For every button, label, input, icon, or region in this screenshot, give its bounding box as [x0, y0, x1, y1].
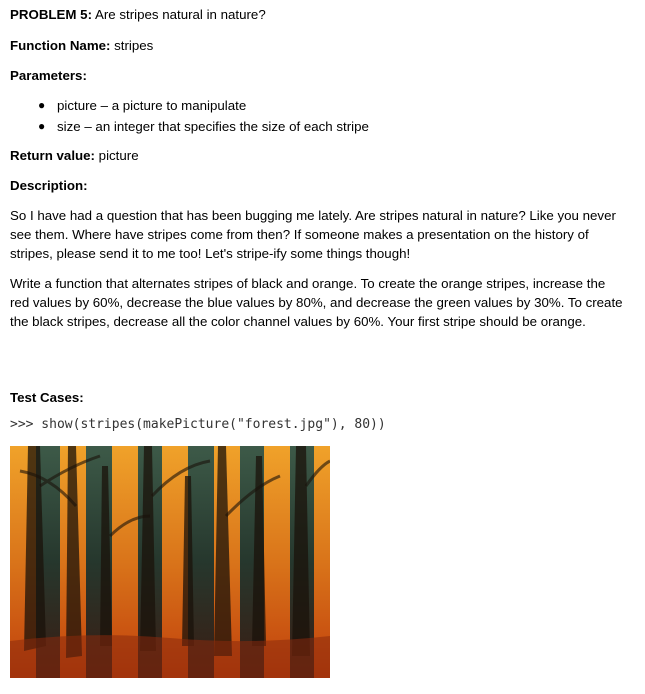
- forest-striped-image: [10, 446, 330, 678]
- return-value-value: picture: [94, 148, 139, 163]
- problem-label: PROBLEM 5:: [10, 7, 93, 22]
- parameters-heading: [10, 68, 87, 83]
- return-value-line: [10, 148, 139, 163]
- problem-title: Are stripes natural in nature?: [92, 7, 266, 22]
- problem-heading: [10, 7, 266, 22]
- description-heading: [10, 178, 88, 193]
- parameter-size: size – an integer that specifies the size of each stripe: [57, 119, 369, 134]
- test-case-code: >>> show(stripes(makePicture("forest.jpg"), 80)): [10, 417, 386, 432]
- parameter-picture: picture – a picture to manipulate: [57, 98, 247, 113]
- test-cases-heading: [10, 390, 84, 405]
- test-cases-label: Test Cases:: [10, 390, 84, 405]
- parameters-label: Parameters:: [10, 68, 87, 83]
- function-name-line: [10, 38, 153, 53]
- return-value-label: Return value:: [10, 148, 95, 163]
- function-name-value: stripes: [110, 38, 154, 53]
- bullet-icon: ●: [38, 98, 46, 112]
- description-label: Description:: [10, 178, 88, 193]
- description-paragraph-2: Write a function that alternates stripes of black and orange. To create the orange stripes, increase the red values by 60%, decrease the blue values by 80%, and decrease the green values by 30%. To create the black stripes, decrease all the color channel values by 60%. Your first stripe should be orange.: [10, 276, 623, 329]
- function-name-label: Function Name:: [10, 38, 111, 53]
- description-paragraph-1: So I have had a question that has been bugging me lately. Are stripes natural in nature? Like you never see them. Where have stripes come from then? If someone makes a presentation on the history of stripes, please send it to me too! Let's stripe-ify some things though!: [10, 208, 616, 261]
- bullet-icon: ●: [38, 119, 46, 133]
- forest-striped-image-svg: [10, 446, 330, 678]
